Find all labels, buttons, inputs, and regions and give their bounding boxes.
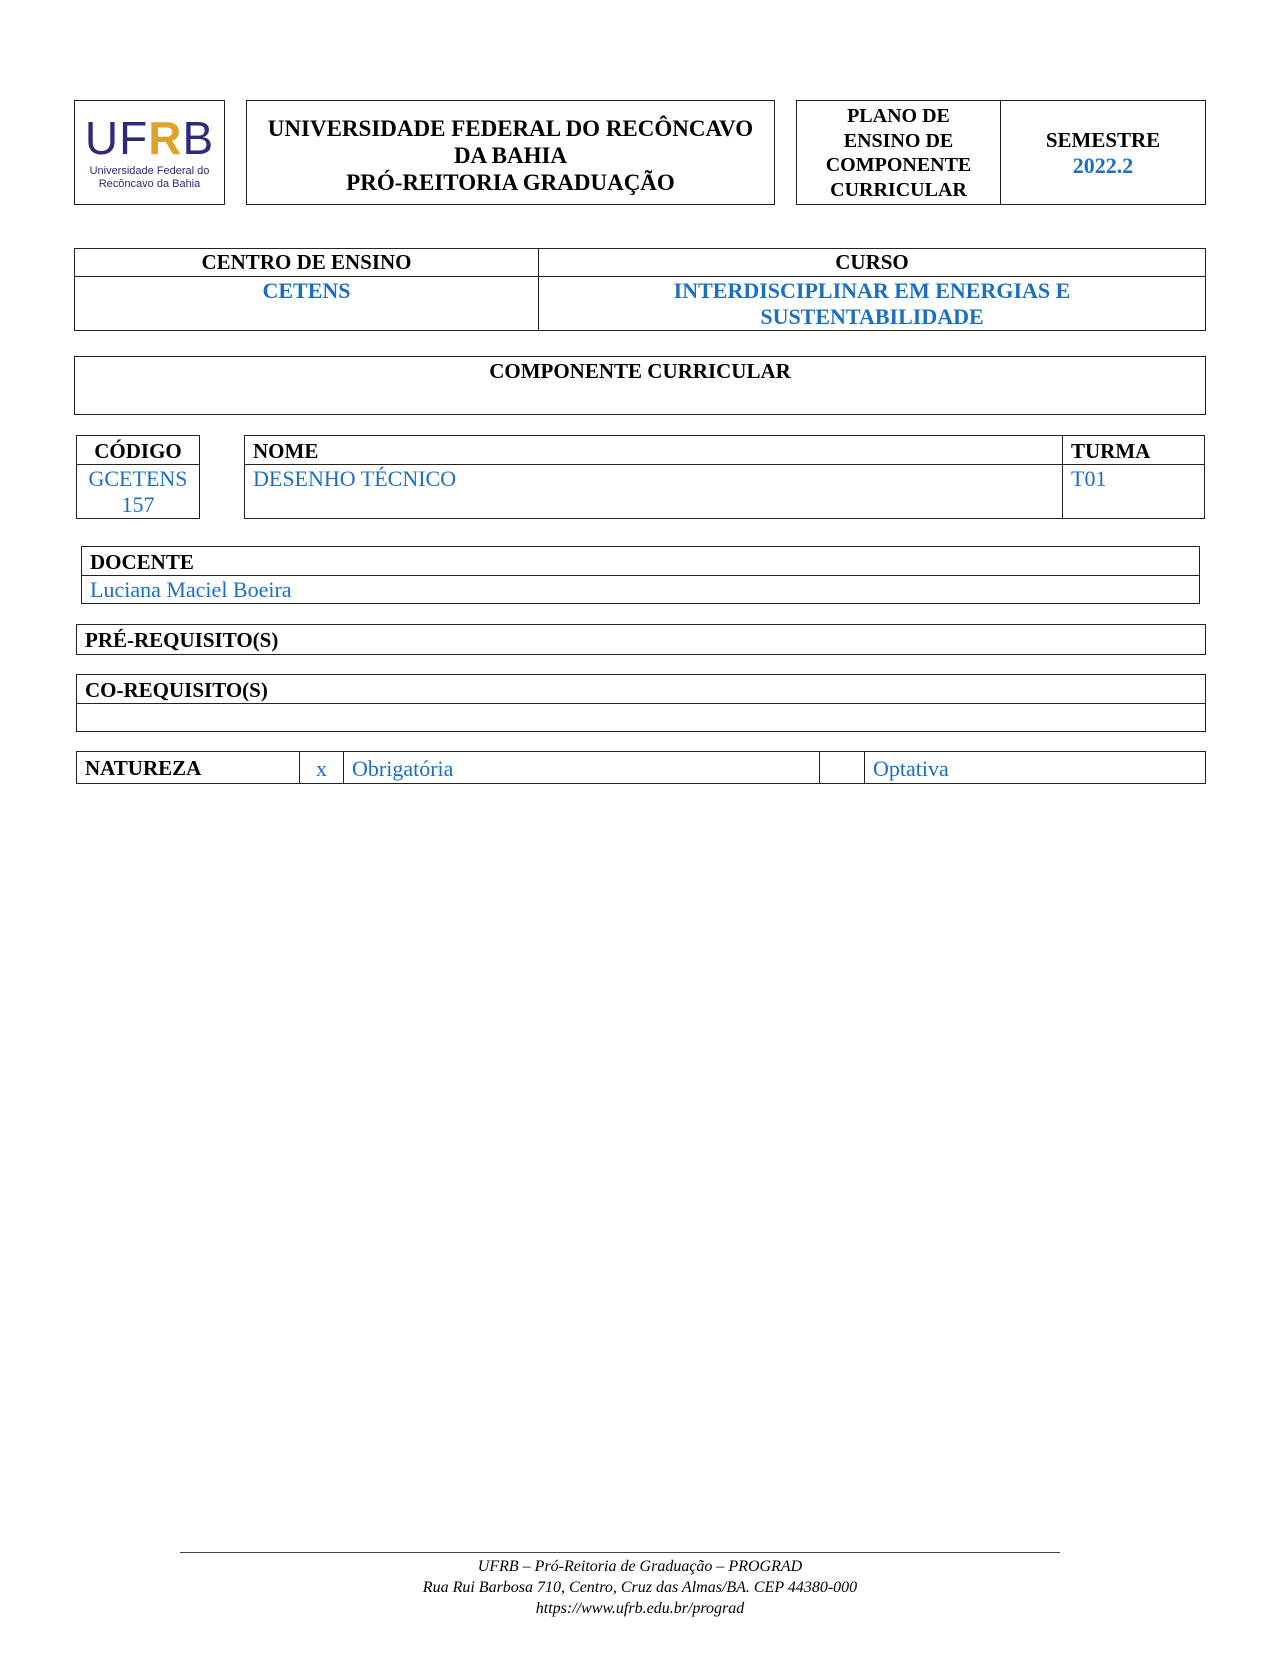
semester-cell bbox=[1001, 127, 1205, 179]
optativa-label: Optativa bbox=[873, 756, 949, 781]
prerequisito-label: PRÉ-REQUISITO(S) bbox=[85, 628, 279, 652]
docente-label: DOCENTE bbox=[90, 550, 194, 574]
componente-curricular-box bbox=[74, 356, 1206, 415]
pro-reitoria-line: PRÓ-REITORIA GRADUAÇÃO bbox=[346, 170, 675, 195]
footer-url[interactable]: https://www.ufrb.edu.br/prograd bbox=[535, 1600, 745, 1617]
ufrb-logo-mark: UFRB bbox=[84, 111, 215, 164]
componente-label: COMPONENTE CURRICULAR bbox=[489, 359, 791, 383]
obrigatoria-checkbox[interactable]: x bbox=[316, 756, 327, 781]
prerequisito-box bbox=[76, 624, 1206, 655]
footer-line1: UFRB – Pró-Reitoria de Graduação – PROGRAD bbox=[477, 1558, 803, 1575]
semester-label: SEMESTRE bbox=[1045, 128, 1161, 152]
centro-curso-table bbox=[74, 248, 1206, 331]
logo-box bbox=[74, 100, 225, 205]
curso-value: INTERDISCIPLINAR EM ENERGIAS E SUSTENTABILIDADE bbox=[673, 278, 1071, 329]
semester-value: 2022.2 bbox=[1072, 153, 1134, 178]
codigo-value: GCETENS 157 bbox=[88, 466, 188, 517]
nome-value: DESENHO TÉCNICO bbox=[253, 466, 457, 491]
centro-value: CETENS bbox=[262, 278, 351, 303]
corequisito-label: CO-REQUISITO(S) bbox=[85, 678, 268, 702]
codigo-label: CÓDIGO bbox=[94, 439, 182, 463]
docente-value: Luciana Maciel Boeira bbox=[90, 577, 292, 602]
page-footer bbox=[0, 1556, 1280, 1619]
plan-title: PLANO DE ENSINO DE COMPONENTE CURRICULAR bbox=[825, 105, 972, 201]
natureza-label: NATUREZA bbox=[85, 756, 202, 780]
obrigatoria-label: Obrigatória bbox=[352, 756, 454, 781]
codigo-table bbox=[76, 435, 200, 519]
logo-subtitle: Universidade Federal do Recôncavo da Bahia bbox=[89, 164, 210, 190]
university-name-line1: UNIVERSIDADE FEDERAL DO RECÔNCAVO bbox=[267, 116, 754, 141]
plan-semester-box bbox=[796, 100, 1206, 205]
university-title-box bbox=[246, 100, 775, 205]
curso-label: CURSO bbox=[835, 250, 909, 274]
centro-label: CENTRO DE ENSINO bbox=[201, 250, 412, 274]
corequisito-table bbox=[76, 674, 1206, 732]
docente-table bbox=[81, 546, 1200, 604]
natureza-table bbox=[76, 751, 1206, 784]
turma-label: TURMA bbox=[1071, 439, 1151, 463]
university-name-line2: DA BAHIA bbox=[453, 143, 568, 168]
turma-value: T01 bbox=[1071, 466, 1107, 491]
nome-turma-table bbox=[244, 435, 1205, 519]
footer-divider bbox=[180, 1552, 1060, 1553]
nome-label: NOME bbox=[253, 439, 319, 463]
ufrb-logo bbox=[75, 101, 224, 204]
footer-line2: Rua Rui Barbosa 710, Centro, Cruz das Almas/BA. CEP 44380-000 bbox=[422, 1579, 858, 1596]
